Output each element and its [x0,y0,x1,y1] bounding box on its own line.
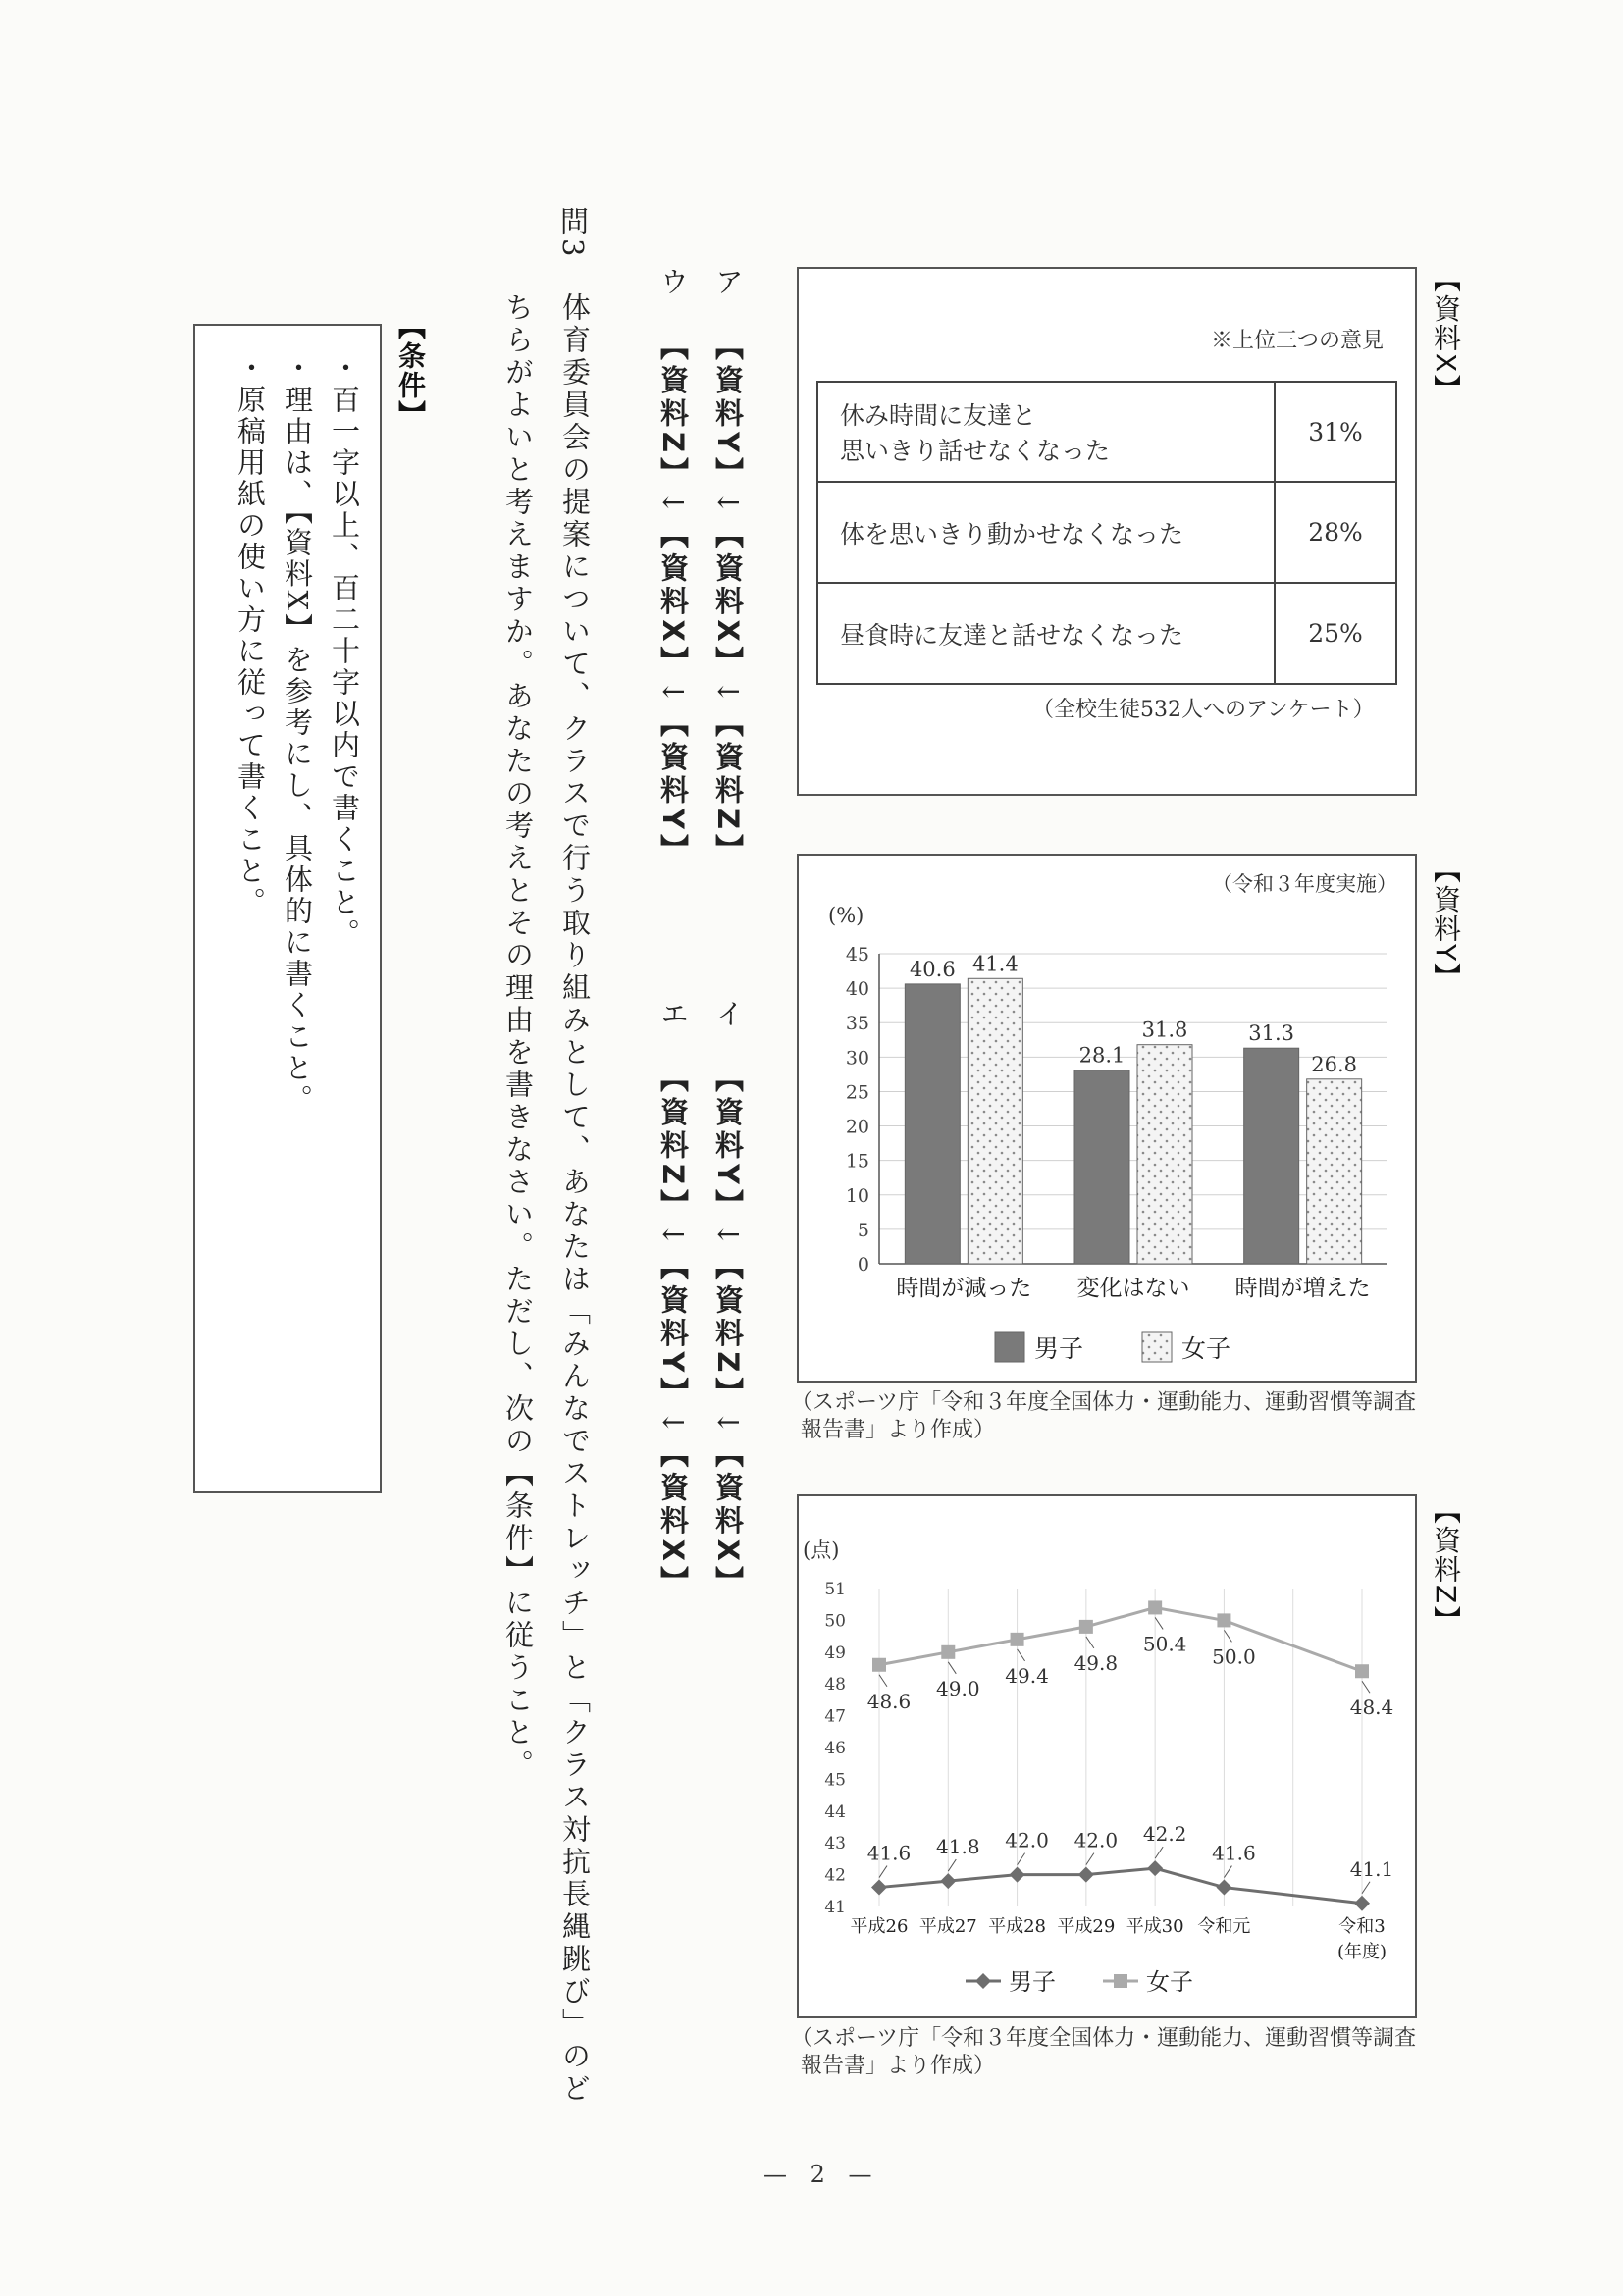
option-kana: ウ [656,267,690,300]
opinion-cell [817,482,1275,583]
material-z-source-1: （スポーツ庁「令和３年度全国体力・運動能力、運動習慣等調査 [791,2026,1417,2051]
label-leader [948,1859,956,1871]
material-x-note: ※上位三つの意見 [1211,329,1385,353]
y-tick-label: 40 [845,978,869,1001]
arrow: ↓ [711,1410,745,1439]
data-label: 41.8 [936,1835,980,1859]
data-label: 41.6 [1212,1841,1256,1865]
option-material: 【資料X】 [656,519,690,680]
x-tick-label: 平成29 [1057,1916,1116,1937]
option-material: 【資料Y】 [711,332,745,491]
opinion-line: 体を思いきり動かせなくなった [840,519,1184,548]
bar-chart [799,856,1415,1381]
option-material: 【資料X】 [711,519,745,680]
opinion-cell [817,382,1275,482]
series-line [879,1868,1362,1904]
data-label: 50.0 [1212,1644,1256,1669]
y-tick-label: 10 [845,1184,869,1207]
y-tick-label: 5 [857,1219,869,1241]
y-tick-label: 46 [824,1739,846,1758]
data-label: 49.4 [1005,1663,1049,1688]
y-tick-label: 48 [824,1675,846,1696]
y-tick-label: 45 [845,944,869,965]
legend-swatch [1142,1332,1172,1362]
opinion-line: 休み時間に友達と [840,401,1037,430]
percent-cell: 28% [1275,482,1396,583]
label-leader [1224,1630,1231,1642]
material-z-label: 【資料Z】 [1430,1496,1462,1636]
data-point [1079,1620,1093,1634]
y-tick-label: 45 [824,1770,846,1791]
y-tick-label: 25 [845,1081,869,1104]
conditions-title: 【条件】 [394,312,427,430]
line-chart [799,1496,1415,2016]
data-point [1355,1664,1369,1678]
data-label: 50.4 [1142,1632,1187,1656]
data-label: 31.8 [1141,1018,1188,1042]
y-tick-label: 50 [824,1611,846,1632]
material-z-source-2: 報告書」より作成） [801,2054,996,2078]
y-tick-label: 35 [845,1013,869,1035]
data-point [1148,1600,1162,1614]
x-tick-label: 時間が減った [896,1276,1032,1301]
data-point [871,1880,887,1896]
arrow: ↓ [711,1223,745,1252]
x-tick-label: 令和3 [1338,1916,1386,1937]
data-label: 41.6 [866,1841,912,1865]
question-text: 体育委員会の提案について、クラスで行う取り組みとして、あなたは「みんなでストレッチ」と「クラス対抗長縄跳び」のどちらがよいと考えますか。あなたの考えとその理由を書きなさい。ただし、次の【条件】に従うこと。 [501,292,592,2106]
material-y-box [797,854,1417,1383]
table-row [817,583,1396,684]
legend-marker [975,1973,991,1989]
opinion-cell [817,583,1275,684]
data-point [1011,1633,1024,1646]
option-u [654,267,694,867]
data-label: 40.6 [909,957,956,981]
legend-swatch [995,1332,1024,1362]
question-number: 問3 [556,206,590,261]
data-label: 42.2 [1142,1822,1187,1847]
x-tick-label: 平成27 [918,1916,977,1937]
y-tick-label: 51 [824,1580,846,1599]
opinion-line: 思いきり話せなくなった [840,437,1111,465]
bar [1244,1048,1299,1264]
data-label: 31.3 [1248,1021,1295,1046]
material-x-source: （全校生徒532人へのアンケート） [1032,698,1375,722]
y-tick-label: 30 [845,1047,869,1070]
option-material: 【資料Z】 [656,332,690,492]
percent-cell: 31% [1275,382,1396,482]
arrow: ↓ [656,1223,690,1252]
data-point [872,1658,886,1672]
arrow: ↓ [656,491,690,520]
label-leader [1224,1866,1231,1878]
option-i [708,999,749,1599]
x-tick-label: 時間が増えた [1234,1276,1371,1301]
y-tick-label: 47 [824,1706,846,1727]
material-y-source-1: （スポーツ庁「令和３年度全国体力・運動能力、運動習慣等調査 [791,1390,1417,1415]
legend-label: 男子 [1034,1334,1084,1363]
condition-item: ・原稿用紙の使い方に従って書くこと。 [234,353,267,918]
option-material: 【資料Y】 [656,1251,690,1411]
option-material: 【資料Z】 [656,1064,690,1224]
y-tick-label: 15 [845,1150,869,1173]
data-point [1216,1880,1231,1896]
legend-label: 女子 [1181,1334,1231,1363]
y-tick-label: 43 [824,1834,846,1854]
material-x-label: 【資料X】 [1430,265,1462,404]
y-axis-label: (点) [803,1539,840,1562]
option-a [708,267,749,867]
data-point [941,1645,955,1659]
data-label: 41.4 [971,952,1019,976]
option-kana: ア [711,267,745,300]
conditions-box [193,324,382,1493]
option-kana: イ [711,999,745,1032]
option-e [654,999,694,1599]
data-point [940,1873,956,1889]
option-material: 【資料Y】 [656,708,690,868]
label-leader [1362,1681,1370,1693]
material-x-table [816,381,1397,685]
bar [905,984,960,1264]
data-label: 48.6 [866,1689,912,1713]
label-leader [948,1662,956,1674]
bar [1137,1045,1192,1264]
bar [968,978,1022,1264]
y-tick-label: 20 [845,1116,869,1138]
y-tick-label: 41 [824,1898,846,1917]
y-tick-label: 42 [824,1865,846,1886]
opinion-line: 昼食時に友達と話せなくなった [840,620,1184,650]
y-tick-label: 49 [824,1643,846,1663]
option-material: 【資料Z】 [711,707,745,868]
x-tick-label: 令和元 [1197,1916,1251,1937]
legend-label: 女子 [1146,1968,1193,1996]
material-y-label: 【資料Y】 [1430,856,1462,993]
y-axis-label: (%) [828,904,864,927]
data-label: 28.1 [1078,1043,1126,1068]
material-y-source-2: 報告書」より作成） [801,1418,996,1442]
label-leader [879,1866,887,1878]
data-label: 48.4 [1349,1696,1394,1720]
legend-marker [1114,1974,1127,1988]
data-point [1078,1867,1094,1883]
page-number: — 2 — [763,2161,880,2188]
option-material: 【資料Z】 [711,1251,745,1411]
arrow: ↓ [656,1410,690,1439]
data-label: 41.1 [1349,1856,1394,1881]
y-tick-label: 0 [857,1254,869,1276]
option-kana: エ [656,999,690,1032]
percent-cell: 25% [1275,583,1396,684]
arrow: ↓ [711,491,745,520]
x-axis-unit: (年度) [1336,1942,1387,1962]
table-row [817,382,1396,482]
data-point [1354,1896,1370,1911]
material-z-box [797,1494,1417,2018]
arrow: ↓ [711,679,745,708]
data-point [1010,1867,1025,1883]
material-x-box [797,267,1417,796]
condition-item: ・百一字以上、百二十字以内で書くこと。 [328,353,361,950]
label-leader [1086,1853,1094,1865]
data-label: 42.0 [1005,1828,1049,1852]
x-tick-label: 平成28 [988,1916,1047,1937]
x-tick-label: 変化はない [1076,1276,1190,1301]
x-tick-label: 平成30 [1126,1916,1184,1937]
option-material: 【資料X】 [711,1438,745,1600]
option-material: 【資料X】 [656,1438,690,1600]
label-leader [1018,1649,1025,1661]
chart-note: （令和３年度実施） [1212,872,1397,896]
data-label: 42.0 [1073,1828,1119,1852]
label-leader [1155,1847,1163,1858]
arrow: ↓ [656,679,690,709]
label-leader [1155,1617,1163,1629]
table-row [817,482,1396,583]
bar [1074,1070,1129,1264]
y-tick-label: 44 [824,1801,846,1822]
label-leader [1086,1637,1094,1648]
data-label: 49.8 [1073,1650,1119,1675]
legend-label: 男子 [1009,1968,1056,1996]
bar [1307,1079,1362,1264]
data-label: 49.0 [936,1676,980,1700]
data-point [1217,1613,1230,1627]
label-leader [1018,1853,1025,1865]
label-leader [879,1675,887,1687]
condition-item: ・理由は、【資料X】を参考にし、具体的に書くこと。 [281,353,314,1117]
data-point [1147,1860,1163,1876]
data-label: 26.8 [1311,1052,1358,1076]
series-line [879,1607,1362,1671]
label-leader [1362,1882,1370,1894]
x-tick-label: 平成26 [850,1916,909,1937]
option-material: 【資料Y】 [711,1064,745,1223]
